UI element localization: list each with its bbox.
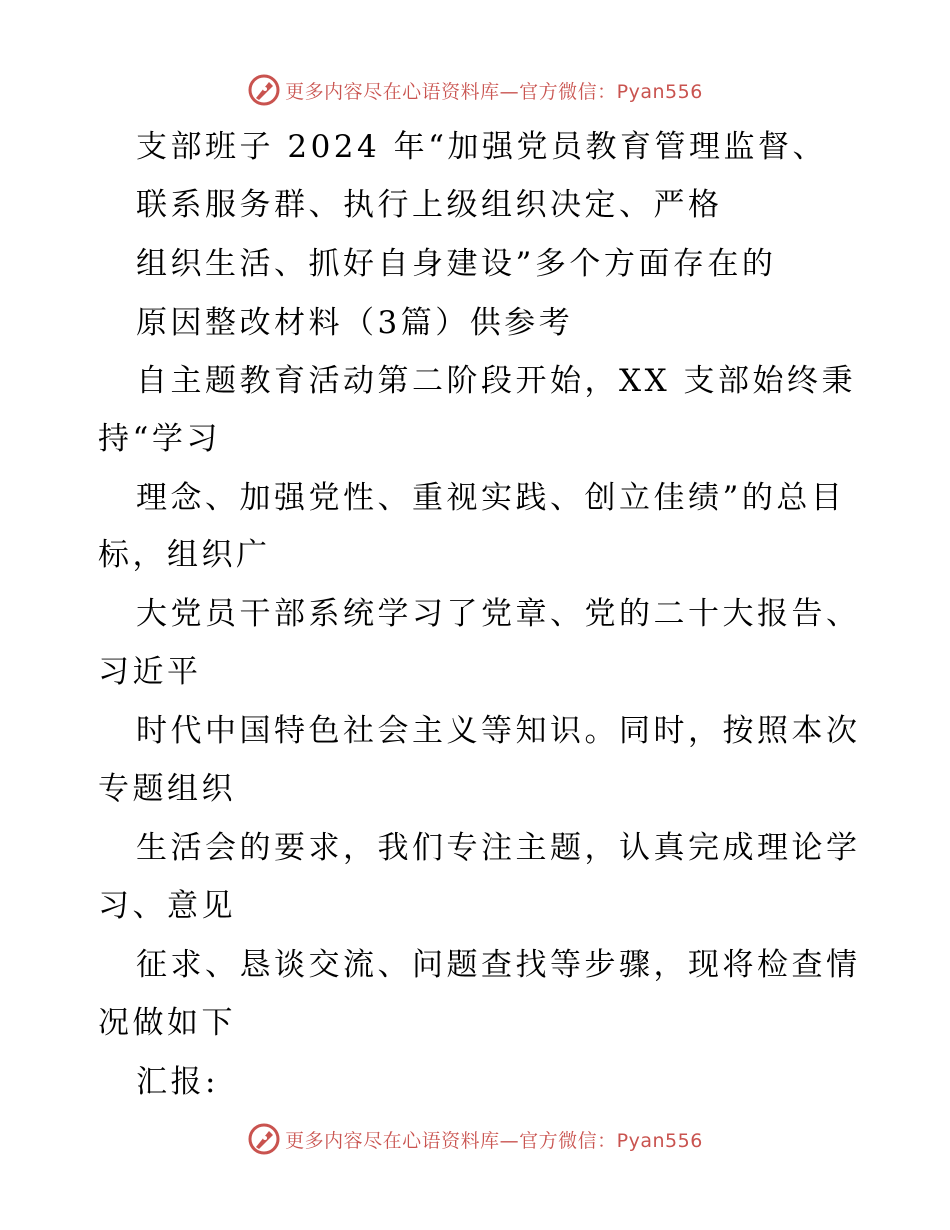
paragraph-line: 况做如下 (98, 1005, 236, 1041)
watermark-text: 更多内容尽在心语资料库—官方微信：Pyan556 (285, 1129, 703, 1152)
paragraph-line: 征求、恳谈交流、问题查找等步骤，现将检查情 (136, 947, 861, 983)
paragraph-line: 自主题教育活动第二阶段开始，XX 支部始终秉 (136, 363, 856, 399)
paragraph-line: 专题组织 (98, 771, 236, 807)
title-line-4: 原因整改材料（3篇）供参考 (136, 305, 574, 341)
pen-nib-icon (247, 1122, 281, 1156)
watermark-text: 更多内容尽在心语资料库—官方微信：Pyan556 (285, 80, 703, 103)
title-line-2: 联系服务群、执行上级组织决定、严格 (136, 187, 723, 223)
paragraph-line: 习、意见 (98, 888, 236, 924)
footer-watermark (0, 1121, 950, 1157)
header-watermark (0, 72, 950, 108)
title-line-3: 组织生活、抓好自身建设”多个方面存在的 (136, 246, 777, 282)
paragraph-line: 持“学习 (98, 421, 221, 457)
pen-nib-icon (247, 73, 281, 107)
paragraph-line: 时代中国特色社会主义等知识。同时，按照本次 (136, 713, 861, 749)
paragraph-line: 生活会的要求，我们专注主题，认真完成理论学 (136, 830, 861, 866)
paragraph-line: 习近平 (98, 654, 202, 690)
paragraph-line: 理念、加强党性、重视实践、创立佳绩”的总目 (136, 480, 846, 516)
title-line-1: 支部班子 2024 年“加强党员教育管理监督、 (136, 129, 827, 165)
paragraph-line: 汇报: (136, 1064, 219, 1100)
paragraph-line: 大党员干部系统学习了党章、党的二十大报告、 (136, 596, 861, 632)
paragraph-line: 标，组织广 (98, 537, 271, 573)
